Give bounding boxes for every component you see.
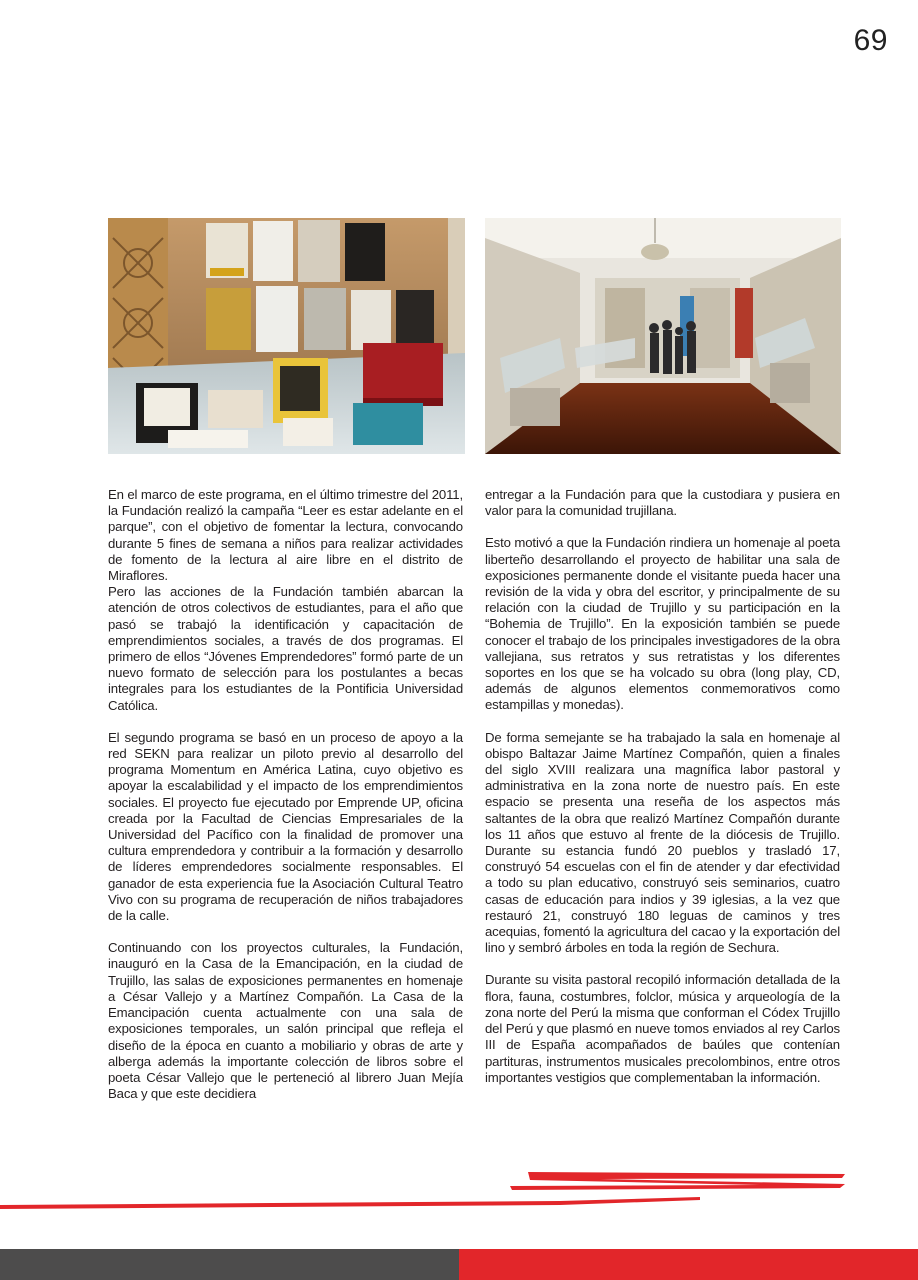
exhibition-hall-photo <box>485 218 841 454</box>
book-exhibit-photo <box>108 218 465 454</box>
paragraph: Pero las acciones de la Fundación también abarcan la atención de otros colectivos de estudiantes, para el año que pasó se trabajó la identificación y capacitación de emprendimientos sociales, a través de dos programas. El primero de ellos “Jóvenes Emprendedores” formó parte de un nuevo formato de selección para los postulantes a becas integrales para los estudiantes de la Pontificia Universidad Católica. <box>108 584 463 713</box>
paragraph: En el marco de este programa, en el último trimestre del 2011, la Fundación realizó la campaña “Leer es estar adelante en el parque”, con el objetivo de fomentar la lectura, convocando durante 5 fines de semana a niños para realizar actividades de fomento de la lectura al aire libre en el distrito de Miraflores. <box>108 487 463 584</box>
page-number: 69 <box>853 24 888 57</box>
footer-bar-red <box>459 1249 918 1280</box>
paragraph: Continuando con los proyectos culturales, la Fundación, inauguró en la Casa de la Emancipación, en la ciudad de Trujillo, las salas de exposiciones permanentes en homenaje a César Vallejo y a Martínez Compañón. La Casa de la Emancipación cuenta actualmente con una sala de exposiciones temporales, un salón principal que refleja el diseño de la época en cuanto a mobiliario y obras de arte y alberga además la importante colección de libros sobre el poeta César Vallejo que le perteneció al librero Juan Mejía Baca y que este decidiera <box>108 940 463 1102</box>
text-column-left <box>108 487 463 1118</box>
paragraph: El segundo programa se basó en un proceso de apoyo a la red SEKN para realizar un piloto previo al desarrollo del programa Momentum en América Latina, cuyo objetivo es apoyar la escalabilidad y el impacto de los emprendimientos sociales. El proyecto fue ejecutado por Emprende UP, oficina creada por la Facultad de Ciencias Empresariales de la Universidad del Pacífico con la finalidad de promover una cultura emprendedora y contribuir a la formación y desarrollo de líderes emprendedores socialmente responsables. El ganador de esta experiencia fue la Asociación Cultural Teatro Vivo con su programa de recuperación de niños trabajadores de la calle. <box>108 729 463 924</box>
paragraph: entregar a la Fundación para que la custodiara y pusiera en valor para la comunidad trujillana. <box>485 487 840 519</box>
paragraph: Durante su visita pastoral recopiló información detallada de la flora, fauna, costumbres, folclor, música y arqueología de la zona norte del Perú la misma que conforman el Códex Trujillo del Perú y que plasmó en nueve tomos enviados al rey Carlos III de España acompañados de baúles que contenían partituras, instrumentos musicales precolombinos, entre otros importantes vestigios que complementaban la información. <box>485 972 840 1085</box>
footer-bar-gray <box>0 1249 459 1280</box>
text-column-right <box>485 487 840 1102</box>
red-brush-stroke-decoration <box>0 1160 918 1220</box>
paragraph: De forma semejante se ha trabajado la sala en homenaje al obispo Baltazar Jaime Martínez Compañón, quien a finales del siglo XVIII realizara una magnífica labor pastoral y administrativa en la zona norte de nuestro país. En este espacio se presenta una reseña de los aspectos más saltantes de la obra que realizó Martínez Compañón durante los 11 años que estuvo al frente de la diócesis de Trujillo. Durante su estancia fundó 20 pueblos y trasladó 17, construyó 54 escuelas con el fin de atender y dar efectividad a todo su plan educativo, construyó seis seminarios, cuatro casas de educación para indios y 39 iglesias, a la vez que restauró 21, construyó 180 leguas de caminos y tres acequias, fomentó la agricultura del cacao y la exportación del lino y sembró árboles en toda la región de Sechura. <box>485 729 840 956</box>
paragraph: Esto motivó a que la Fundación rindiera un homenaje al poeta liberteño desarrollando el proyecto de habilitar una sala de exposiciones permanente donde el visitante pueda hacer una revisión de la vida y obra del escritor, y principalmente de su relación con la ciudad de Trujillo y su participación en la “Bohemia de Trujillo”. En la exposición también se puede conocer el trabajo de los principales investigadores de la obra vallejiana, sus retratos y sus retratistas y los diferentes soportes en los que se ha volcado su obra (long play, CD, además de algunos elementos conmemorativos como estampillas y monedas). <box>485 535 840 713</box>
